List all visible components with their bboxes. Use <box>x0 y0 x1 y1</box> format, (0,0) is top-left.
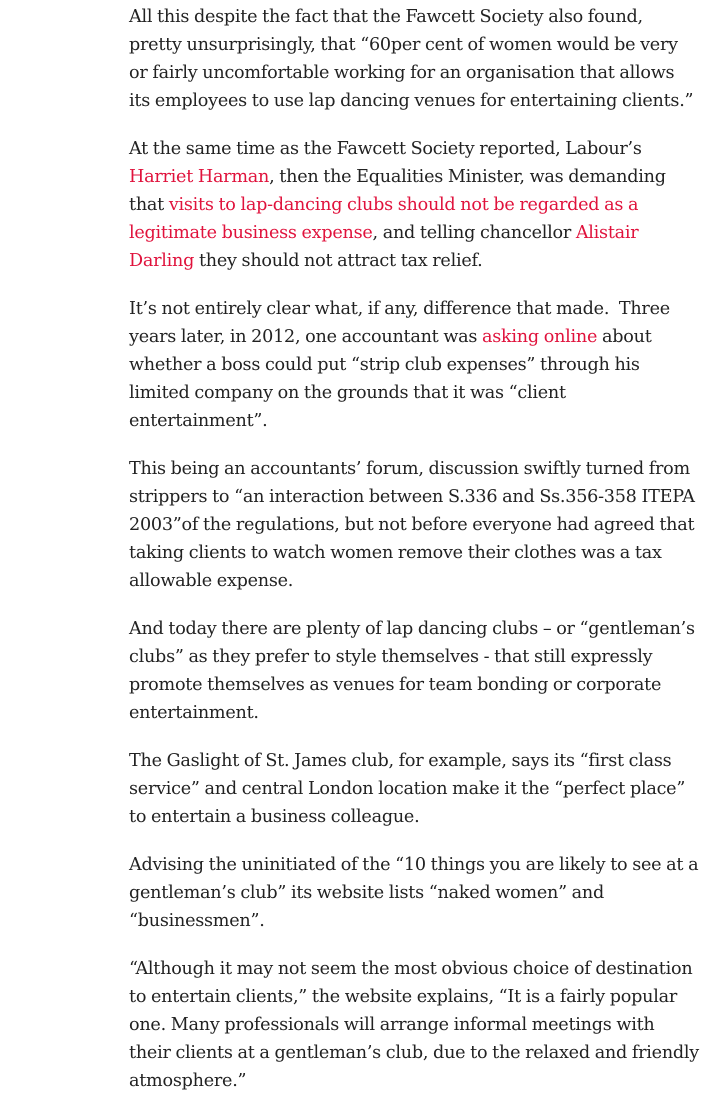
paragraph-text: , and telling chancellor <box>372 223 576 243</box>
paragraph-gentlemans-clubs: And today there are plenty of lap dancing clubs – or “gentleman’s clubs” as they prefer to style themselves - that still expressly promote themselves as venues for team bonding or corporate entertainment. <box>129 619 695 723</box>
paragraph-ten-things: Advising the uninitiated of the “10 things you are likely to see at a gentleman’s club” its website lists “naked women” and “businessmen”. <box>129 855 699 931</box>
paragraph-text: It’s not entirely clear what, if any, difference that made. Three years later, in 2012, one accountant was <box>129 299 670 347</box>
paragraph-text: At the same time as the Fawcett Society reported, Labour’s <box>129 139 642 159</box>
paragraph-accountant-question <box>129 295 699 435</box>
paragraph-text: about whether a boss could put “strip club expenses” through his limited company on the grounds that it was “client entertainment”. <box>129 327 652 431</box>
paragraph-gaslight-club: The Gaslight of St. James club, for example, says its “first class service” and central London location make it the “perfect place” to entertain a business colleague. <box>129 751 686 827</box>
paragraph-text: they should not attract tax relief. <box>194 251 483 271</box>
paragraph-accountants-forum: This being an accountants’ forum, discussion swiftly turned from strippers to “an interaction between S.336 and Ss.356-358 ITEPA 2003”of the regulations, but not before everyone had agreed that taking clients to watch women remove their clothes was a tax allowable expense. <box>129 459 695 591</box>
article-body <box>129 3 699 1115</box>
paragraph-fawcett-survey: All this despite the fact that the Fawcett Society also found, pretty unsurprisingly, that “60per cent of women would be very or fairly uncomfortable working for an organisation that allows its employees to use lap dancing venues for entertaining clients.” <box>129 7 694 111</box>
paragraph-website-quote: “Although it may not seem the most obvious choice of destination to entertain clients,” the website explains, “It is a fairly popular one. Many professionals will arrange informal meetings with their clients at a gentleman’s club, due to the relaxed and friendly atmosphere.” <box>129 959 699 1091</box>
link-legitimate-business-expense[interactable]: visits to lap-dancing clubs should not be regarded as a legitimate business expense <box>129 195 639 243</box>
paragraph-text: , then the Equalities Minister, was demanding that <box>129 167 666 215</box>
paragraph-harman-demand <box>129 135 699 275</box>
link-asking-online[interactable]: asking online <box>482 327 598 347</box>
link-alistair-darling[interactable]: Alistair Darling <box>129 223 639 271</box>
link-harriet-harman[interactable]: Harriet Harman <box>129 167 270 187</box>
